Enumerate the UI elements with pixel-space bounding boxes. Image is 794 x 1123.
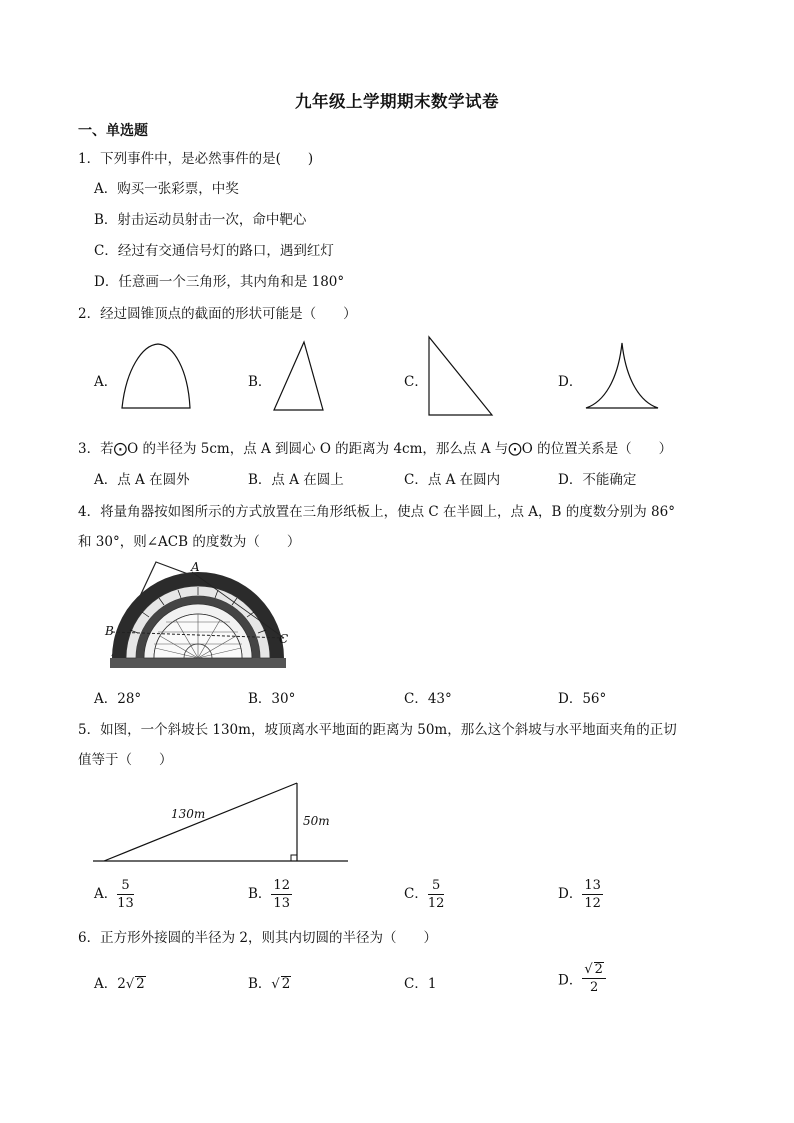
q6-option-b-prefix: B． — [248, 976, 272, 992]
q1-option-d[interactable]: D．任意画一个三角形，其内角和是 180° — [94, 274, 345, 290]
fraction-numerator: 13 — [584, 878, 601, 893]
q2-option-b[interactable]: B． — [248, 374, 272, 390]
q5-option-c-fraction — [428, 879, 445, 910]
q3-stem: 3．若⨀O 的半径为 5cm，点 A 到圆心 O 的距离为 4cm，那么点 A 与⨀O 的位置关系是（ ） — [78, 441, 673, 457]
q1-stem: 1．下列事件中，是必然事件的是( ) — [78, 151, 314, 167]
sqrt-icon: √ — [271, 977, 280, 992]
q4-point-a-label: A — [191, 560, 200, 574]
q2-shape-a-parabolic-section — [120, 340, 195, 412]
q5-option-a-prefix: A． — [94, 886, 118, 903]
q4-option-a[interactable]: A．28° — [94, 691, 142, 707]
fraction-denominator: 12 — [584, 895, 601, 911]
q6-option-d-fraction — [582, 962, 606, 995]
q2-option-c[interactable]: C． — [404, 374, 428, 390]
fraction-numerator: 5 — [428, 879, 445, 895]
sqrt-icon: √ — [584, 962, 593, 977]
q5-height-label: 50m — [303, 814, 330, 828]
q3-option-d[interactable]: D．不能确定 — [558, 472, 637, 488]
q6-option-c[interactable]: C．1 — [404, 976, 437, 992]
q4-stem-line2: 和 30°，则∠ACB 的度数为（ ） — [78, 534, 301, 550]
q6-option-a-coefficient: 2 — [117, 976, 126, 992]
q6-option-d-radicand: 2 — [594, 962, 603, 977]
q5-option-a-fraction — [117, 879, 134, 910]
q4-option-c[interactable]: C．43° — [404, 691, 452, 707]
q5-slope-length-label: 130m — [171, 807, 206, 821]
q6-stem: 6．正方形外接圆的半径为 2，则其内切圆的半径为（ ） — [78, 930, 437, 946]
q3-option-b[interactable]: B．点 A 在圆上 — [248, 472, 344, 488]
fraction-numerator: 5 — [117, 879, 134, 895]
q4-point-c-label: C — [279, 632, 289, 646]
q3-option-c[interactable]: C．点 A 在圆内 — [404, 472, 501, 488]
fraction-denominator: 13 — [117, 895, 134, 911]
q4-option-d[interactable]: D．56° — [558, 691, 607, 707]
q5-option-d-fraction — [582, 879, 603, 910]
section-heading: 一、单选题 — [78, 123, 148, 139]
q5-option-b-prefix: B． — [248, 886, 272, 903]
sqrt-icon: √ — [125, 977, 135, 992]
q2-shape-c-right-triangle — [427, 335, 497, 417]
q6-option-a[interactable] — [94, 972, 146, 992]
q1-option-a[interactable]: A．购买一张彩票，中奖 — [94, 181, 239, 197]
q6-option-a-prefix: A． — [94, 976, 118, 992]
q5-option-c-prefix: C． — [404, 886, 428, 903]
q5-option-d[interactable] — [558, 879, 603, 910]
q1-option-c[interactable]: C．经过有交通信号灯的路口，遇到红灯 — [94, 243, 334, 259]
fraction-denominator: 2 — [589, 980, 599, 996]
q5-slope-figure — [90, 780, 352, 866]
q5-option-a[interactable] — [94, 879, 134, 910]
q5-option-c[interactable] — [404, 879, 444, 910]
q4-option-b[interactable]: B．30° — [248, 691, 296, 707]
q2-shape-d-curved-triangle — [584, 340, 660, 412]
fraction-denominator: 13 — [273, 895, 290, 911]
fraction-denominator: 12 — [427, 895, 445, 911]
q4-stem-line1: 4．将量角器按如图所示的方式放置在三角形纸板上，使点 C 在半圆上，点 A，B 的度数分别为 86° — [78, 504, 675, 520]
q2-option-d[interactable]: D． — [558, 374, 583, 390]
q2-shape-b-isosceles-triangle — [272, 340, 328, 414]
q5-stem-line1: 5．如图，一个斜坡长 130m，坡顶离水平地面的距离为 50m，那么这个斜坡与水平地面夹角的正切 — [78, 722, 677, 738]
q4-protractor-figure — [104, 560, 294, 672]
page-title: 九年级上学期期末数学试卷 — [295, 92, 499, 111]
q5-option-d-prefix: D． — [558, 886, 583, 903]
q6-option-d-prefix: D． — [558, 972, 583, 989]
q6-option-b[interactable] — [248, 972, 291, 992]
q5-option-b-fraction — [271, 879, 292, 910]
q4-point-b-label: B — [105, 624, 114, 638]
q6-option-b-radicand: 2 — [281, 976, 291, 992]
q1-option-b[interactable]: B．射击运动员射击一次，命中靶心 — [94, 212, 307, 228]
fraction-numerator — [582, 962, 606, 979]
q5-stem-line2: 值等于（ ） — [78, 752, 173, 768]
q2-option-a[interactable]: A． — [94, 374, 118, 390]
q5-option-b[interactable] — [248, 879, 292, 910]
q2-stem: 2．经过圆锥顶点的截面的形状可能是（ ） — [78, 306, 357, 322]
q6-option-d[interactable] — [558, 962, 606, 995]
fraction-numerator: 12 — [273, 878, 290, 893]
q6-option-a-radicand: 2 — [136, 976, 145, 992]
q3-option-a[interactable]: A．点 A 在圆外 — [94, 472, 190, 488]
